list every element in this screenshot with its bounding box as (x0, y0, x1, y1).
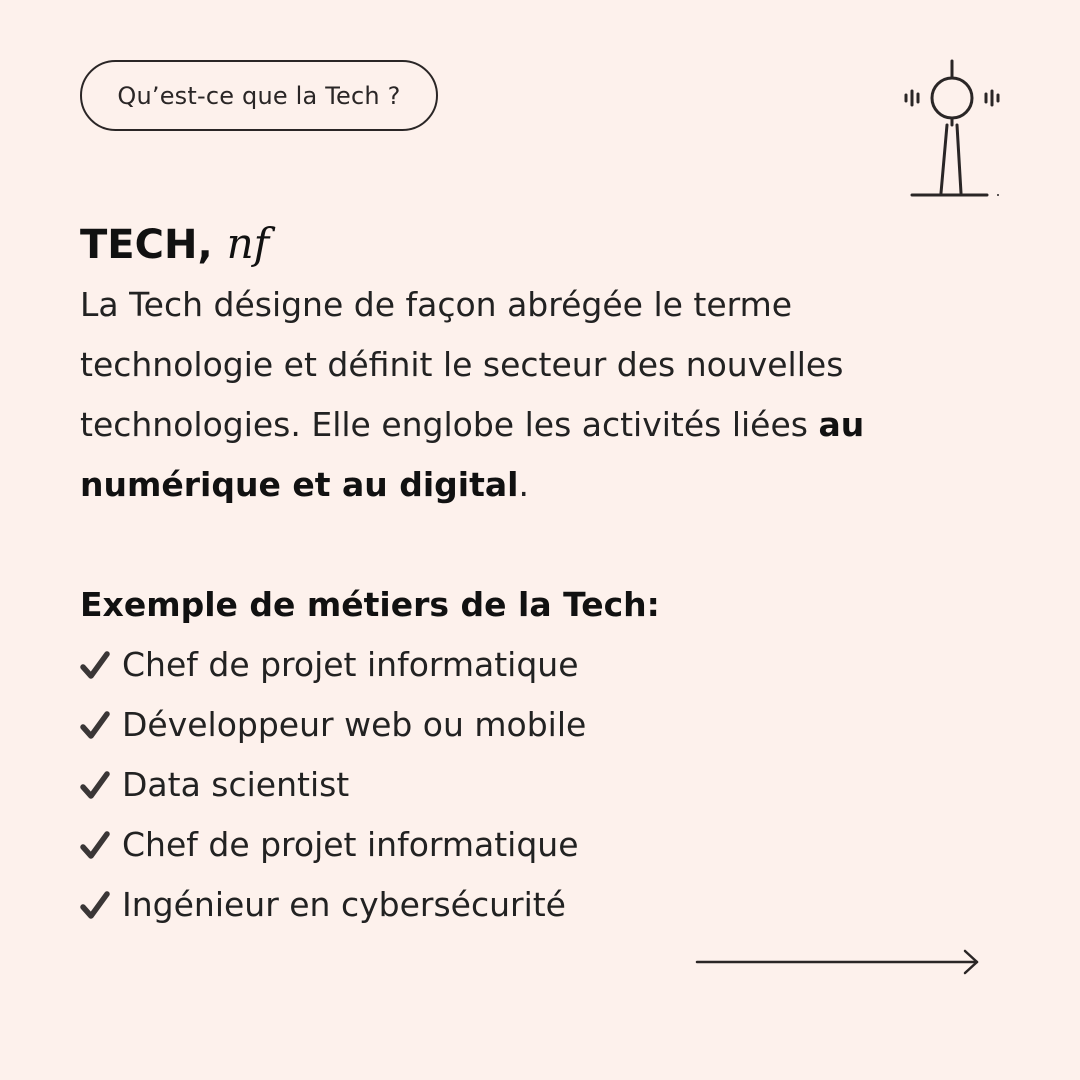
checkmark-icon (80, 815, 110, 875)
checkmark-icon (80, 875, 110, 935)
content (80, 214, 960, 935)
definition-text (80, 275, 950, 515)
job-label: Chef de projet informatique (122, 645, 579, 684)
checkmark-icon (80, 695, 110, 755)
list-item (80, 695, 960, 755)
definition-term (80, 214, 960, 275)
checkmark-icon (80, 635, 110, 695)
job-label: Développeur web ou mobile (122, 705, 587, 744)
definition-end: . (518, 465, 529, 504)
list-item (80, 815, 960, 875)
term-grammar: nf (226, 219, 270, 268)
term-word: TECH, (80, 222, 213, 268)
examples-title: Exemple de métiers de la Tech: (80, 585, 660, 624)
job-label: Data scientist (122, 765, 350, 804)
arrow-right-icon[interactable] (695, 948, 981, 976)
checkmark-icon (80, 755, 110, 815)
list-item (80, 755, 960, 815)
definition-emphasis: au numérique et au digital (80, 405, 865, 504)
radio-tower-icon (895, 55, 1010, 205)
list-item (80, 875, 960, 935)
jobs-list (80, 635, 960, 935)
job-label: Ingénieur en cybersécurité (122, 885, 566, 924)
definition-body: La Tech désigne de façon abrégée le terme technologie et définit le secteur des nouvelles technologies. Elle englobe les activités liées (80, 285, 844, 444)
list-item (80, 635, 960, 695)
topic-pill-label: Qu’est-ce que la Tech ? (117, 81, 401, 110)
job-label: Chef de projet informatique (122, 825, 579, 864)
topic-pill (80, 60, 438, 131)
